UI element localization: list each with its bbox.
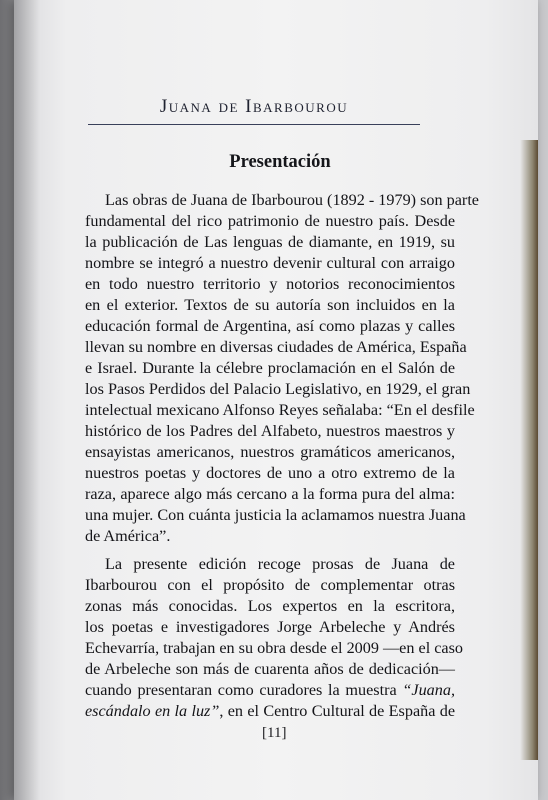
text-line: llevan su nombre en diversas ciudades de América, España (85, 338, 467, 356)
page-gutter-shadow (14, 0, 40, 800)
text-line: nuestros poetas y doctores de uno a otro extremo de la (85, 464, 455, 482)
text-line: cuando presentaran como curadores la muestra “Juana, (85, 681, 456, 699)
text-line: raza, aparece algo más cercano a la forma pura del alma: (85, 485, 455, 503)
page-number: [11] (262, 725, 287, 741)
text-line: los Pasos Perdidos del Palacio Legislativo, en 1929, el gran (85, 380, 471, 398)
text-line: e Israel. Durante la célebre proclamación en el Salón de (85, 359, 455, 377)
text-line: educación formal de Argentina, así como plazas y calles (85, 317, 455, 335)
text-line: intelectual mexicano Alfonso Reyes señalaba: “En el desfile (85, 401, 475, 419)
text-line: Echevarría, trabajan en su obra desde el 2009 —en el caso (85, 639, 463, 657)
text-line: Ibarbourou con el propósito de complementar otras (85, 576, 455, 594)
text-line: una mujer. Con cuánta justicia la aclamamos nuestra Juana (85, 506, 466, 524)
header-rule (88, 124, 420, 125)
paragraph-1 (85, 190, 479, 547)
text-line: los poetas e investigadores Jorge Arbeleche y Andrés (85, 618, 455, 636)
section-title: Presentación (229, 152, 331, 172)
paragraph-2 (85, 554, 463, 722)
running-header (90, 96, 418, 118)
text-line: Las obras de Juana de Ibarbourou (1892 - 1979) son parte (105, 191, 479, 209)
text-line: ensayistas americanos, nuestros gramáticos americanos, (85, 443, 455, 461)
text-line: en todo nuestro territorio y notorios reconocimientos (85, 275, 455, 293)
exhibition-title: escándalo en la luz” (85, 702, 220, 720)
text-line: histórico de los Padres del Alfabeto, nuestros maestros y (85, 422, 455, 440)
text-line: de América”. (85, 527, 171, 545)
running-header-text: Juana de Ibarbourou (159, 96, 349, 117)
text-line: nombre se integró a nuestro devenir cultural con arraigo (85, 254, 455, 272)
text-line: de Arbeleche son más de cuarenta años de dedicación— (85, 660, 455, 678)
page-edge (520, 140, 538, 760)
text-line: zonas más conocidas. Los expertos en la escritora, (85, 597, 455, 615)
exhibition-title-start: “Juana, (396, 681, 456, 699)
text-line: La presente edición recoge prosas de Juana de (105, 555, 455, 573)
text-line: fundamental del rico patrimonio de nuestro país. Desde (85, 212, 455, 230)
text-fragment: , en el Centro Cultural de España de (219, 702, 455, 720)
body-text (85, 190, 479, 722)
text-line: la publicación de Las lenguas de diamante, en 1919, su (85, 233, 455, 251)
text-line: en el exterior. Textos de su autoría son incluidos en la (85, 296, 455, 314)
text-line (85, 701, 455, 722)
